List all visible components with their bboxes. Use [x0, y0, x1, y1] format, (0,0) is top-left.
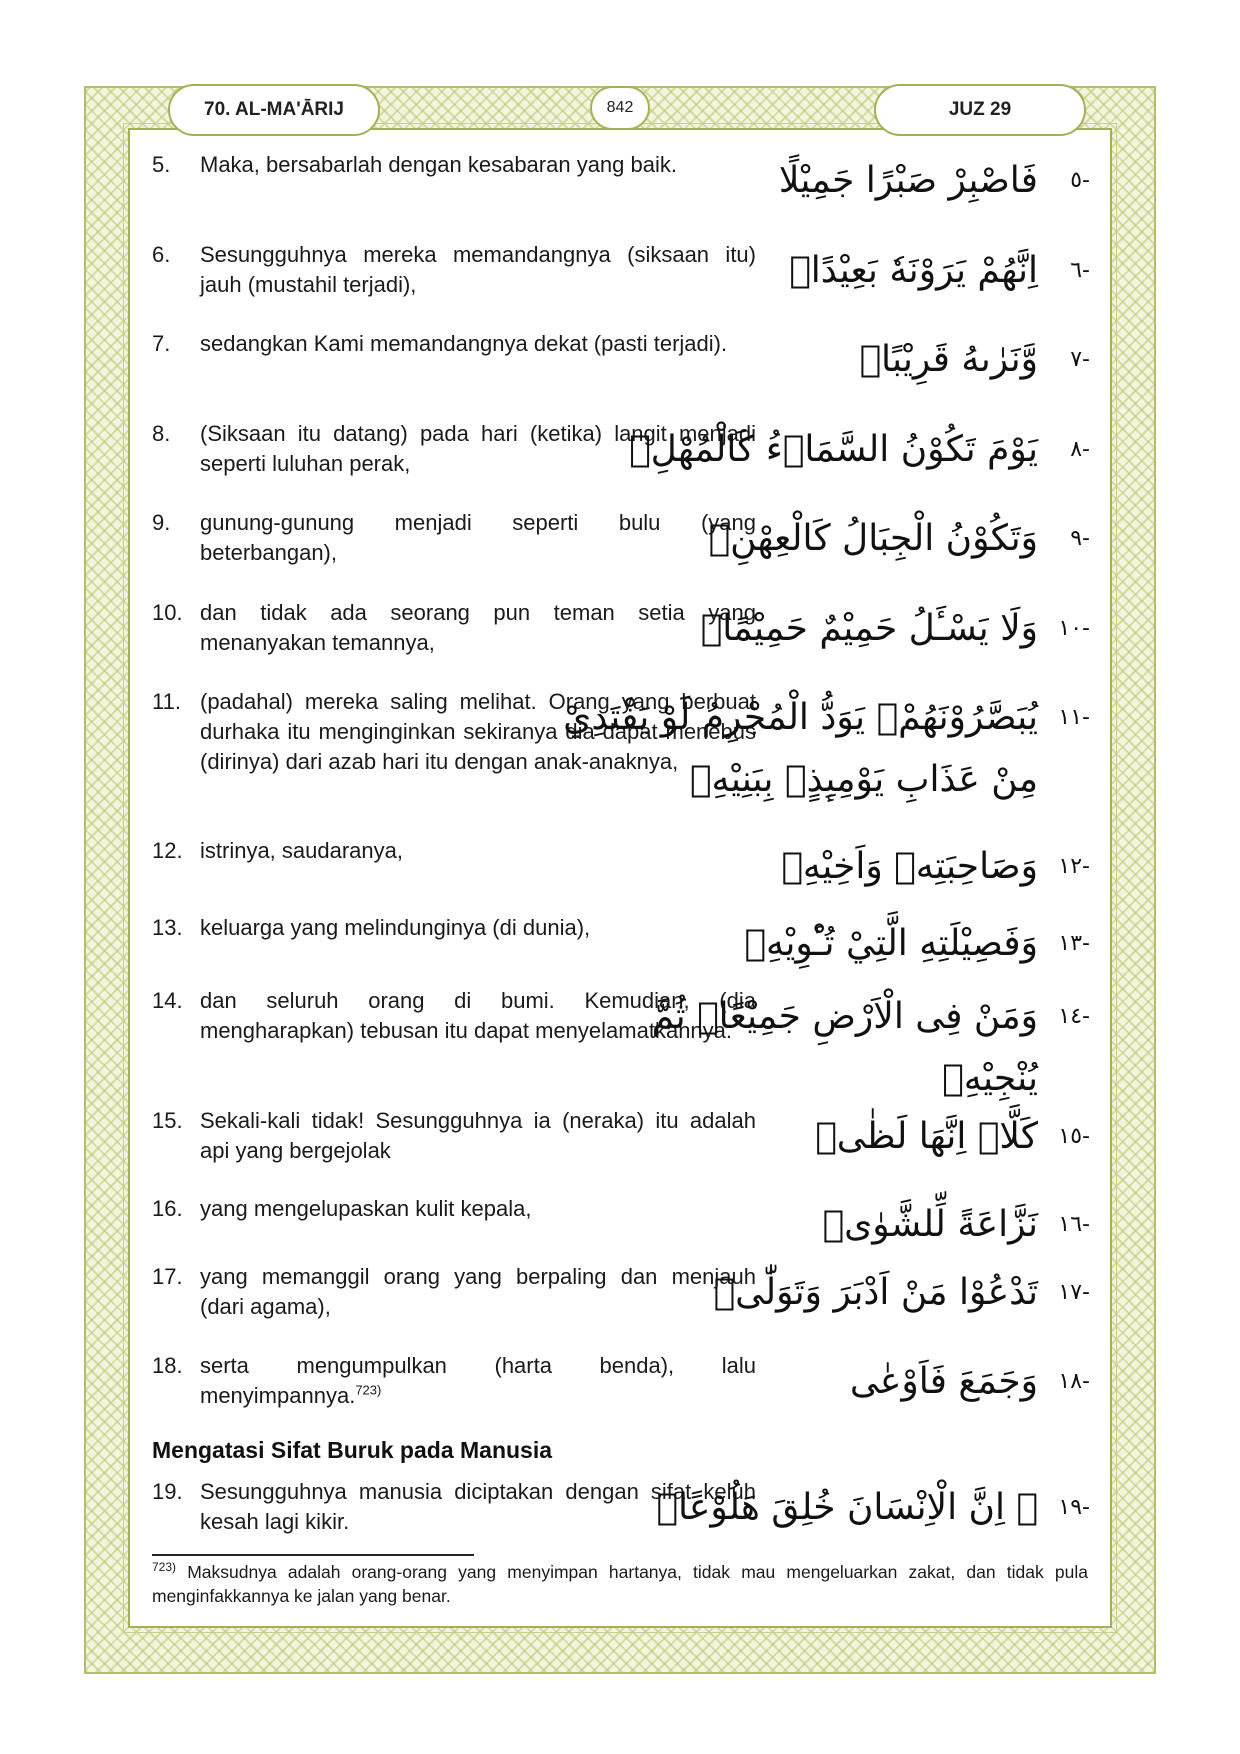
juz-label: JUZ 29 — [874, 84, 1086, 136]
verse-arabic-number: -١٦ — [1058, 1212, 1090, 1237]
verse-arabic: وَلَا يَسْـَٔلُ حَمِيْمٌ حَمِيْمًاۚ — [700, 608, 1038, 649]
verse-number: 14. — [152, 988, 183, 1013]
verse-number: 10. — [152, 600, 183, 625]
verse-number: 13. — [152, 915, 183, 940]
verse-arabic: وَصَاحِبَتِهٖ وَاَخِيْهِۙ — [781, 846, 1038, 887]
verse-number: 18. — [152, 1353, 183, 1378]
verse-arabic-number: -١١ — [1058, 705, 1090, 730]
verse-number: 7. — [152, 331, 171, 356]
verse-arabic-number: -٥ — [1070, 168, 1090, 193]
verse-arabic-number: -٩ — [1070, 526, 1090, 551]
verse-translation: yang memanggil orang yang berpaling dan menjauh (dari agama), — [200, 1264, 756, 1319]
verse-number: 11. — [152, 689, 181, 714]
verse-translation: (Siksaan itu datang) pada hari (ketika) langit menjadi seperti luluhan perak, — [200, 421, 756, 476]
verse-translation-body: serta mengumpulkan (harta benda), lalu menyimpannya. — [200, 1353, 756, 1408]
page-number: 842 — [590, 86, 650, 130]
verse-arabic-number: -١٥ — [1058, 1124, 1090, 1149]
verse-arabic: وَمَنْ فِى الْاَرْضِ جَمِيْعًاۙ ثُمَّ يُنْجِيْهِۙ — [651, 996, 1038, 1099]
verse-number: 12. — [152, 838, 183, 863]
verse-translation: Sesungguhnya manusia diciptakan dengan sifat keluh kesah lagi kikir. — [200, 1479, 756, 1534]
verse-translation: Maka, bersabarlah dengan kesabaran yang baik. — [200, 152, 677, 177]
verse-arabic: وَّنَرٰىهُ قَرِيْبًاۗ — [859, 339, 1038, 380]
verse-arabic: تَدْعُوْا مَنْ اَدْبَرَ وَتَوَلّٰىۙ — [713, 1272, 1038, 1313]
verse-translation: sedangkan Kami memandangnya dekat (pasti terjadi). — [200, 331, 728, 356]
verse-arabic-number: -١٠ — [1058, 616, 1090, 641]
verse-arabic-number: -١٣ — [1058, 931, 1090, 956]
verse-arabic: يُبَصَّرُوْنَهُمْۗ يَوَدُّ الْمُجْرِمُ لَوْ يَفْتَدِيْ مِنْ عَذَابِ يَوْمِىِٕذٍۢ بِبَنِيْهِۙ — [563, 697, 1038, 800]
verse-number: 15. — [152, 1108, 183, 1133]
verse-translation: gunung-gunung menjadi seperti bulu (yang beterbangan), — [200, 510, 756, 565]
verse-translation: Sekali-kali tidak! Sesungguhnya ia (neraka) itu adalah api yang bergejolak — [200, 1108, 756, 1163]
verse-translation: dan seluruh orang di bumi. Kemudian, (dia mengharapkan) tebusan itu dapat menyelamatkannya. — [200, 988, 756, 1043]
verse-arabic: فَاصْبِرْ صَبْرًا جَمِيْلًا — [778, 160, 1038, 201]
verse-translation: Sesungguhnya mereka memandangnya (siksaan itu) jauh (mustahil terjadi), — [200, 242, 756, 297]
verse-arabic-number: -١٤ — [1058, 1004, 1090, 1029]
footnote-text: Maksudnya adalah orang-orang yang menyimpan hartanya, tidak mau mengeluarkan zakat, dan tidak pula menginfakkannya ke jalan yang benar. — [152, 1562, 1088, 1606]
verse-arabic: وَفَصِيْلَتِهِ الَّتِيْ تُـْٔوِيْهِۙ — [744, 923, 1038, 964]
verse-number: 8. — [152, 421, 171, 446]
verse-arabic-number: -٨ — [1070, 437, 1090, 462]
verse-arabic: اِنَّهُمْ يَرَوْنَهٗ بَعِيْدًاۙ — [789, 250, 1038, 291]
verse-arabic-number: -١٨ — [1058, 1369, 1090, 1394]
footnote — [152, 1560, 1088, 1608]
verse-translation: dan tidak ada seorang pun teman setia yang menanyakan temannya, — [200, 600, 756, 655]
verse-translation: yang mengelupaskan kulit kepala, — [200, 1196, 532, 1221]
verse-translation: istrinya, saudaranya, — [200, 838, 403, 863]
verse-number: 6. — [152, 242, 171, 267]
verse-number: 16. — [152, 1196, 183, 1221]
footnote-reference[interactable]: 723) — [355, 1382, 382, 1398]
section-heading: Mengatasi Sifat Buruk pada Manusia — [152, 1437, 553, 1463]
verse-arabic-number: -٧ — [1070, 347, 1090, 372]
verse-arabic: يَوْمَ تَكُوْنُ السَّمَاۤءُ كَالْمُهْلِۙ — [629, 429, 1038, 470]
verse-number: 17. — [152, 1264, 183, 1289]
verse-arabic-number: -١٩ — [1058, 1495, 1090, 1520]
verse-number: 5. — [152, 152, 171, 177]
verse-arabic-number: -١٢ — [1058, 854, 1090, 879]
verse-number: 9. — [152, 510, 171, 535]
verse-arabic-number: -٦ — [1070, 258, 1090, 283]
verse-arabic: نَزَّاعَةً لِّلشَّوٰىۚ — [822, 1204, 1038, 1245]
verse-arabic: كَلَّاۗ اِنَّهَا لَظٰىۙ — [815, 1116, 1038, 1157]
verse-translation: (padahal) mereka saling melihat. Orang yang berbuat durhaka itu menginginkan sekiranya dia dapat menebus (dirinya) dari azab hari itu dengan anak-anaknya, — [200, 689, 756, 774]
verse-arabic: ۞ اِنَّ الْاِنْسَانَ خُلِقَ هَلُوْعًاۙ — [656, 1487, 1038, 1528]
verse-arabic-number: -١٧ — [1058, 1280, 1090, 1305]
verse-number: 19. — [152, 1479, 183, 1504]
verse-translation: keluarga yang melindunginya (di dunia), — [200, 915, 591, 940]
footnote-mark: 723) — [152, 1560, 177, 1575]
verse-arabic: وَتَكُوْنُ الْجِبَالُ كَالْعِهْنِۙ — [708, 518, 1038, 559]
surah-title: 70. AL-MA'ĀRIJ — [168, 84, 380, 136]
verse-arabic: وَجَمَعَ فَاَوْعٰى — [849, 1361, 1038, 1402]
footnote-divider — [152, 1554, 474, 1556]
